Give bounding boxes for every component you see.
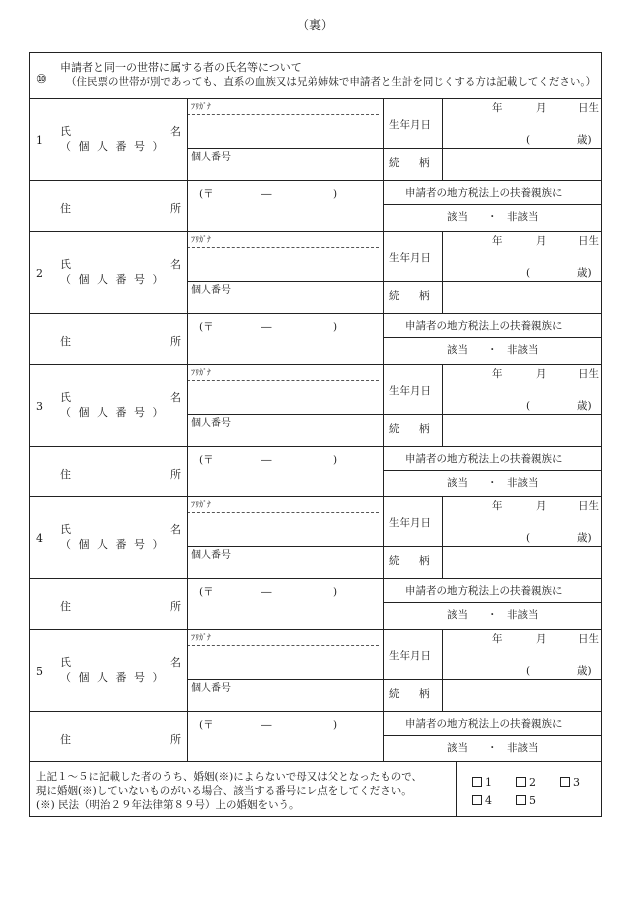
day-label: 日生: [578, 367, 599, 380]
dependent-yes-option[interactable]: 該当: [447, 609, 468, 622]
dependent-yes-option[interactable]: 該当: [447, 476, 468, 489]
checkbox-square[interactable]: [560, 777, 570, 787]
name-label-2: 名: [170, 523, 181, 537]
dependent-separator: ・: [487, 211, 498, 223]
month-label: 月: [536, 234, 547, 247]
name-label-1: 氏: [60, 656, 71, 670]
furigana-dashed-line: [187, 247, 379, 248]
age-open-paren: (: [526, 266, 531, 279]
person-number: 1: [36, 134, 43, 147]
dependent-question: 申請者の地方税法上の扶養親族に: [405, 585, 563, 598]
dependent-column-line: [383, 313, 384, 364]
label-column-line: [187, 98, 188, 231]
footer-divider: [456, 762, 457, 816]
name-address-line: [30, 446, 601, 447]
kojin-bango-field[interactable]: [189, 430, 381, 444]
relationship-field[interactable]: [444, 548, 599, 576]
checkbox-item[interactable]: [472, 776, 492, 789]
relationship-label-2: 柄: [419, 555, 430, 568]
address-label-1: 住: [60, 202, 71, 215]
checkbox-square[interactable]: [516, 795, 526, 805]
dependent-column-line: [383, 711, 384, 762]
name-mid-line: [187, 679, 601, 680]
name-label-2: 名: [170, 257, 181, 271]
relationship-label-1: 続: [389, 688, 400, 701]
relationship-label-1: 続: [389, 289, 400, 302]
label-column-line: [187, 364, 188, 497]
postal-dash: ―: [261, 719, 272, 732]
checkbox-item[interactable]: [516, 794, 536, 807]
dependent-column-line: [383, 180, 384, 231]
relationship-field[interactable]: [444, 681, 599, 709]
postal-close: ): [333, 719, 338, 732]
relationship-field[interactable]: [444, 283, 599, 311]
kojin-bango-field-label: 個人番号: [191, 284, 231, 296]
name-label-1: 氏: [60, 125, 71, 138]
address-field[interactable]: [189, 182, 381, 228]
name-mid-line: [187, 546, 601, 547]
name-address-line: [30, 313, 601, 314]
birthdate-field[interactable]: [444, 100, 599, 146]
checkbox-item[interactable]: [472, 794, 492, 807]
dependent-column-line: [383, 446, 384, 497]
footer-line-1: 上記１～５に記載した者のうち、婚姻(※)によらないで母又は父となったもので、: [36, 771, 422, 783]
year-label: 年: [492, 500, 503, 513]
relationship-label-1: 続: [389, 555, 400, 568]
address-label-2: 所: [170, 334, 181, 348]
address-label-1: 住: [60, 600, 71, 614]
relationship-label-2: 柄: [419, 688, 430, 701]
value-column-line: [383, 364, 384, 446]
dependent-no-option[interactable]: 非該当: [507, 476, 539, 489]
day-label: 日生: [578, 234, 599, 247]
birthdate-label: 生年月日: [389, 517, 431, 530]
dependent-mid-line: [383, 337, 601, 338]
label-column-line: [187, 231, 188, 364]
checkbox-label: 3: [573, 776, 580, 789]
age-label: 歳): [577, 665, 592, 678]
birthdate-label: 生年月日: [389, 384, 431, 397]
birthdate-field[interactable]: [444, 498, 599, 544]
postal-dash: ―: [261, 453, 272, 466]
furigana-label: ﾌﾘｶﾞﾅ: [191, 633, 211, 643]
dependent-mid-line: [383, 204, 601, 205]
name-field[interactable]: [189, 647, 381, 677]
postal-dash: ―: [261, 188, 272, 200]
label-column-line: [187, 496, 188, 629]
birthdate-field[interactable]: [444, 366, 599, 412]
kojin-bango-label: （ 個 人 番 号 ）: [60, 538, 166, 552]
checkbox-square[interactable]: [472, 795, 482, 805]
dependent-yes-option[interactable]: 該当: [447, 742, 468, 755]
value-column-line: [383, 231, 384, 313]
furigana-dashed-line: [187, 380, 379, 381]
age-label: 歳): [577, 399, 592, 412]
postal-close: ): [333, 320, 338, 333]
checkbox-label: 1: [485, 776, 492, 789]
name-label-1: 氏: [60, 523, 71, 537]
age-open-paren: (: [526, 399, 531, 412]
dependent-separator: ・: [487, 476, 498, 489]
name-mid-line: [187, 148, 601, 149]
dependent-mid-line: [383, 470, 601, 471]
dependent-question: 申請者の地方税法上の扶養親族に: [405, 718, 563, 731]
furigana-label: ﾌﾘｶﾞﾅ: [191, 102, 211, 111]
year-label: 年: [492, 367, 503, 380]
block-top-line: [30, 496, 601, 497]
name-label-2: 名: [170, 125, 181, 138]
checkbox-label: 4: [485, 794, 492, 807]
name-label-1: 氏: [60, 390, 71, 404]
furigana-dashed-line: [187, 512, 379, 513]
postal-close: ): [333, 188, 338, 200]
kojin-bango-label: （ 個 人 番 号 ）: [60, 671, 166, 685]
footer-line-2: 現に婚姻(※)していないものがいる場合、該当する番号にレ点をしてください。: [36, 785, 412, 797]
year-label: 年: [492, 633, 503, 646]
address-field[interactable]: [189, 580, 381, 626]
postal-open: (〒: [199, 188, 214, 200]
age-open-paren: (: [526, 665, 531, 678]
address-label-2: 所: [170, 733, 181, 747]
day-label: 日生: [578, 500, 599, 513]
postal-dash: ―: [261, 586, 272, 599]
kojin-bango-field[interactable]: [189, 297, 381, 311]
checkbox-square[interactable]: [472, 777, 482, 787]
checkbox-item[interactable]: [560, 776, 580, 789]
value-column-line: [383, 496, 384, 578]
dependent-yes-option[interactable]: 該当: [447, 211, 468, 223]
birthdate-label: 生年月日: [389, 251, 431, 264]
checkbox-label: 2: [529, 776, 536, 789]
month-label: 月: [536, 367, 547, 380]
age-label: 歳): [577, 532, 592, 545]
kojin-bango-field[interactable]: [189, 562, 381, 576]
dependent-column-line: [383, 578, 384, 629]
address-label-1: 住: [60, 467, 71, 481]
kojin-bango-field-label: 個人番号: [191, 683, 231, 695]
name-field[interactable]: [189, 514, 381, 544]
address-label-1: 住: [60, 733, 71, 747]
dependent-separator: ・: [487, 609, 498, 622]
address-field[interactable]: [189, 713, 381, 759]
postal-open: (〒: [199, 320, 214, 333]
dependent-question: 申請者の地方税法上の扶養親族に: [405, 187, 563, 199]
year-label: 年: [492, 102, 503, 114]
furigana-dashed-line: [187, 645, 379, 646]
header-divider: [30, 98, 601, 99]
name-address-line: [30, 711, 601, 712]
page-title: （裏）: [296, 18, 333, 32]
dependent-no-option[interactable]: 非該当: [507, 343, 539, 356]
footer-top-line: [30, 761, 601, 762]
label-column-line: [187, 629, 188, 762]
kojin-bango-field[interactable]: [189, 695, 381, 709]
kojin-bango-label: （ 個 人 番 号 ）: [60, 140, 166, 153]
footer-line-3: (※) 民法（明治２９年法律第８９号）上の婚姻をいう。: [36, 799, 300, 811]
birthdate-field[interactable]: [444, 631, 599, 677]
address-label-2: 所: [170, 600, 181, 614]
address-label-2: 所: [170, 202, 181, 215]
dependent-no-option[interactable]: 非該当: [507, 609, 539, 622]
name-field[interactable]: [189, 382, 381, 412]
name-label-2: 名: [170, 656, 181, 670]
dependent-question: 申請者の地方税法上の扶養親族に: [405, 319, 563, 332]
birthdate-label: 生年月日: [389, 650, 431, 663]
block-top-line: [30, 629, 601, 630]
postal-open: (〒: [199, 586, 214, 599]
name-field[interactable]: [189, 116, 381, 146]
person-number: 3: [36, 399, 43, 413]
section-note: （住民票の世帯が別であっても、直系の血族又は兄弟姉妹で申請者と生計を同じくする方は記載してください。）: [66, 76, 597, 88]
block-top-line: [30, 231, 601, 232]
name-label-1: 氏: [60, 257, 71, 271]
postal-open: (〒: [199, 453, 214, 466]
address-label-2: 所: [170, 467, 181, 481]
dependent-yes-option[interactable]: 該当: [447, 343, 468, 356]
month-label: 月: [536, 500, 547, 513]
name-address-line: [30, 578, 601, 579]
kojin-bango-label: （ 個 人 番 号 ）: [60, 272, 166, 286]
kojin-bango-label: （ 個 人 番 号 ）: [60, 405, 166, 419]
checkbox-label: 5: [529, 794, 536, 807]
birthdate-field[interactable]: [444, 233, 599, 279]
age-open-paren: (: [526, 134, 531, 146]
age-open-paren: (: [526, 532, 531, 545]
age-label: 歳): [577, 266, 592, 279]
address-field[interactable]: [189, 448, 381, 494]
section-number: ⑩: [36, 72, 47, 86]
person-number: 5: [36, 665, 43, 679]
relationship-label-2: 柄: [419, 422, 430, 435]
month-label: 月: [536, 633, 547, 646]
furigana-label: ﾌﾘｶﾞﾅ: [191, 367, 211, 377]
address-field[interactable]: [189, 315, 381, 361]
dependent-no-option[interactable]: 非該当: [507, 742, 539, 755]
value-column-line: [383, 98, 384, 180]
dependent-question: 申請者の地方税法上の扶養親族に: [405, 452, 563, 465]
furigana-label: ﾌﾘｶﾞﾅ: [191, 234, 211, 244]
birth-column-line: [442, 231, 443, 313]
kojin-bango-field-label: 個人番号: [191, 550, 231, 562]
dependent-mid-line: [383, 602, 601, 603]
kojin-bango-field[interactable]: [189, 164, 381, 178]
relationship-label-2: 柄: [419, 157, 430, 169]
household-members-form: [29, 52, 602, 817]
name-label-2: 名: [170, 390, 181, 404]
name-mid-line: [187, 281, 601, 282]
dependent-separator: ・: [487, 343, 498, 356]
birth-column-line: [442, 496, 443, 578]
block-top-line: [30, 364, 601, 365]
dependent-separator: ・: [487, 742, 498, 755]
birth-column-line: [442, 364, 443, 446]
kojin-bango-field-label: 個人番号: [191, 152, 231, 163]
year-label: 年: [492, 234, 503, 247]
day-label: 日生: [578, 102, 599, 114]
address-label-1: 住: [60, 334, 71, 348]
furigana-dashed-line: [187, 114, 379, 115]
name-field[interactable]: [189, 249, 381, 279]
person-number: 4: [36, 532, 43, 546]
section-title: 申請者と同一の世帯に属する者の氏名等について: [60, 61, 302, 74]
day-label: 日生: [578, 633, 599, 646]
postal-close: ): [333, 586, 338, 599]
furigana-label: ﾌﾘｶﾞﾅ: [191, 500, 211, 510]
age-label: 歳): [577, 134, 592, 146]
relationship-label-2: 柄: [419, 289, 430, 302]
postal-close: ): [333, 453, 338, 466]
value-column-line: [383, 629, 384, 711]
person-number: 2: [36, 266, 43, 280]
birth-column-line: [442, 98, 443, 180]
dependent-mid-line: [383, 735, 601, 736]
birthdate-label: 生年月日: [389, 119, 431, 131]
dependent-no-option[interactable]: 非該当: [507, 211, 539, 223]
name-address-line: [30, 180, 601, 181]
postal-open: (〒: [199, 719, 214, 732]
birth-column-line: [442, 629, 443, 711]
name-mid-line: [187, 414, 601, 415]
kojin-bango-field-label: 個人番号: [191, 417, 231, 429]
relationship-field[interactable]: [444, 150, 599, 178]
postal-dash: ―: [261, 320, 272, 333]
relationship-label-1: 続: [389, 157, 400, 169]
checkbox-item[interactable]: [516, 776, 536, 789]
month-label: 月: [536, 102, 547, 114]
relationship-field[interactable]: [444, 416, 599, 444]
checkbox-square[interactable]: [516, 777, 526, 787]
relationship-label-1: 続: [389, 422, 400, 435]
